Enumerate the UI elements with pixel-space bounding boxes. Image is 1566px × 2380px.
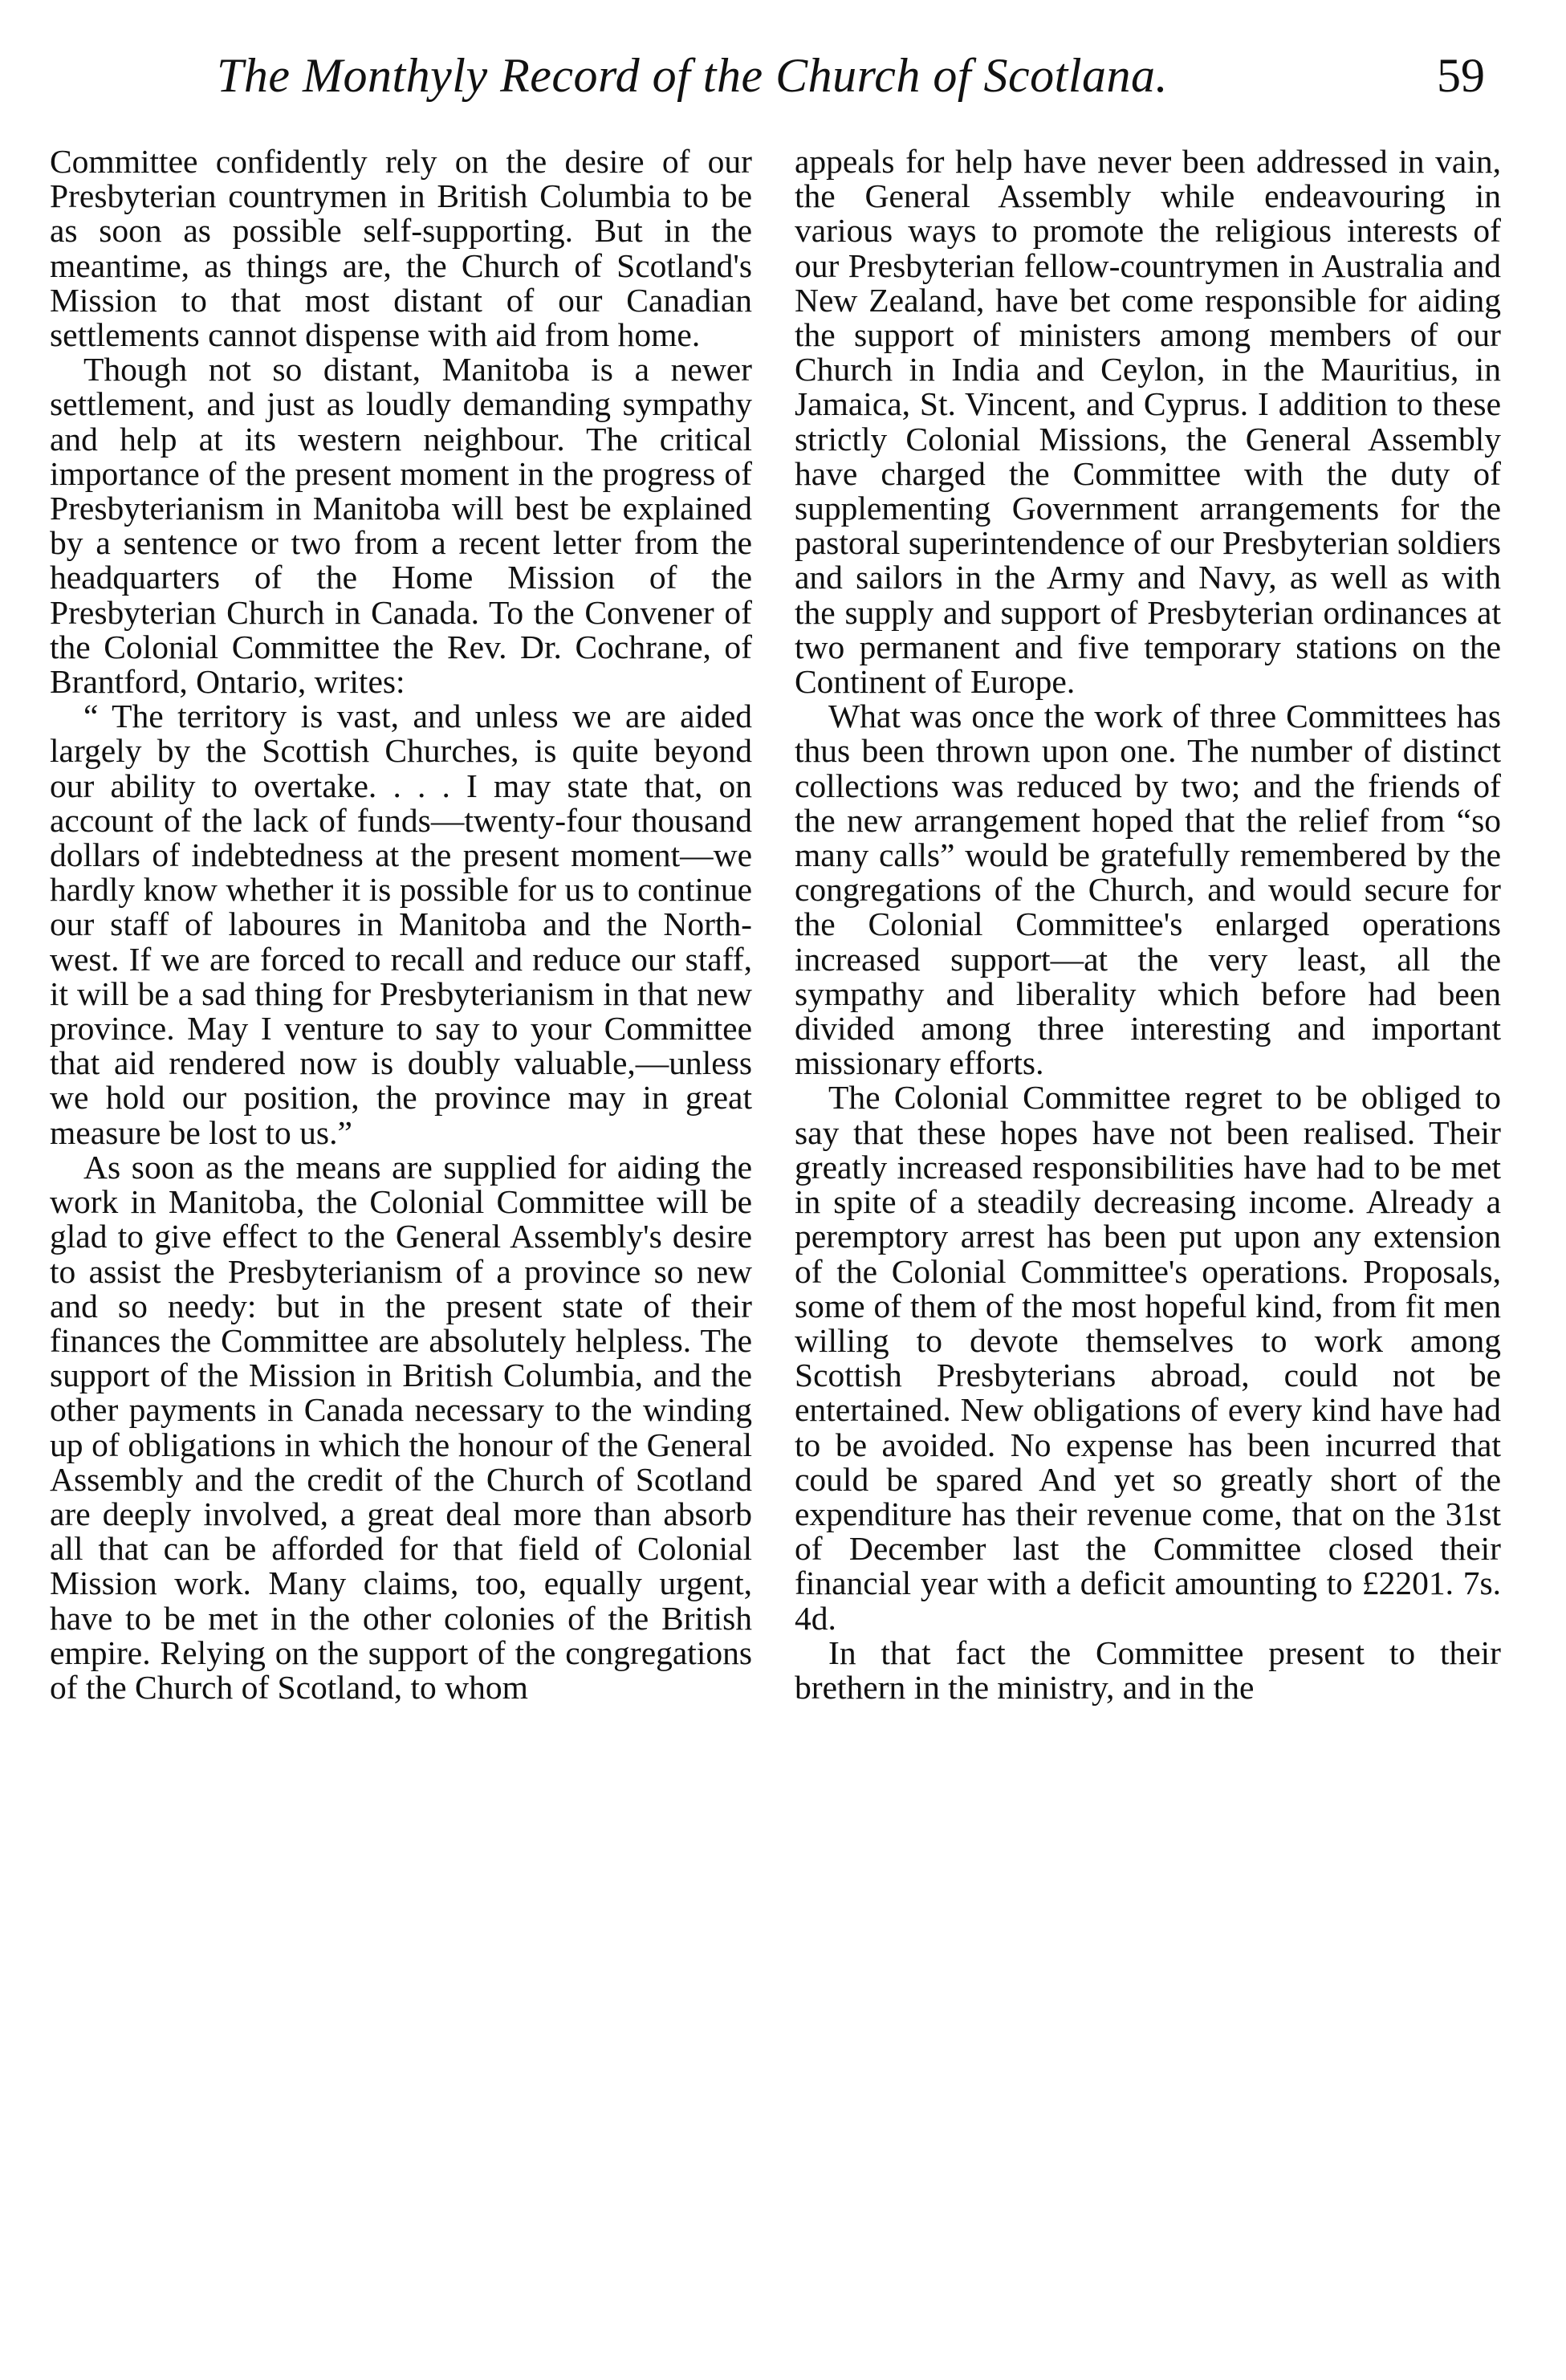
paragraph: In that fact the Committee present to their brethern in the ministry, and in the — [795, 1633, 1501, 1706]
right-column — [795, 144, 1501, 2360]
paragraph: The Colonial Committee regret to be obliged to say that these hopes have not been realised. Their greatly increased responsibilities have had to be met in spite of a steadily decreasing income. Already a peremptory arrest has been put upon any extension of the Colonial Committee's operations. Proposals, some of them of the most hopeful kind, from fit men willing to devote themselves to work among Scottish Presbyterians abroad, could not be entertained. New obligations of every kind have had to be avoided. No expense has been incurred that could be spared And yet so greatly short of the expenditure has their revenue come, that on the 31st of December last the Committee closed their financial year with a deficit amounting to £2201. 7s. 4d. — [795, 1079, 1501, 1637]
running-title: The Monthyly Record of the Church of Scotlana. — [217, 49, 1169, 102]
left-column — [50, 144, 752, 2360]
running-header — [217, 48, 1485, 120]
page-number: 59 — [1437, 49, 1485, 102]
paragraph: Committee confidently rely on the desire of our Presbyterian countrymen in British Columbia to be as soon as possible self-supporting. But in the meantime, as things are, the Church of Scotland's Mission to that most distant of our Canadian settlements cannot dispense with aid from home. — [50, 143, 752, 354]
quoted-letter: “ The territory is vast, and unless we are aided largely by the Scottish Churches, is quite beyond our ability to overtake. . . . I may state that, on account of the lack of funds—twenty-four thousand dollars of indebtedness at the present moment—we hardly know whether it is possible for us to continue our staff of laboures in Manitoba and the North-west. If we are forced to recall and reduce our staff, it will be a sad thing for Presbyterianism in that new province. May I venture to say to your Committee that aid rendered now is doubly valuable,—unless we hold our position, the province may in great measure be lost to us.” — [50, 698, 752, 1151]
paragraph: What was once the work of three Committees has thus been thrown upon one. The number of distinct collections was reduced by two; and the friends of the new arrangement hoped that the relief from “so many calls” would be gratefully remembered by the congregations of the Church, and would secure for the Colonial Committee's enlarged operations increased support—at the very least, all the sympathy and liberality which before had been divided among three interesting and important missionary efforts. — [795, 698, 1501, 1082]
paragraph: appeals for help have never been addressed in vain, the General Assembly while endeavouring in various ways to promote the religious interests of our Presbyterian fellow-countrymen in Australia and New Zealand, have bet come responsible for aiding the support of ministers among members of our Church in India and Ceylon, in the Mauritius, in Jamaica, St. Vincent, and Cyprus. I addition to these strictly Colonial Missions, the General Assembly have charged the Committee with the duty of supplementing Government arrangements for the pastoral superintendence of our Presbyterian soldiers and sailors in the Army and Navy, as well as with the supply and support of Presbyterian ordinances at two permanent and five temporary stations on the Continent of Europe. — [795, 143, 1501, 701]
paragraph: As soon as the means are supplied for aiding the work in Manitoba, the Colonial Committee will be glad to give effect to the General Assembly's desire to assist the Presbyterianism of a province so new and so needy: but in the present state of their finances the Committee are absolutely helpless. The support of the Mission in British Columbia, and the other payments in Canada necessary to the winding up of obligations in which the honour of the General Assembly and the credit of the Church of Scotland are deeply involved, a great deal more than absorb all that can be afforded for that field of Colonial Mission work. Many claims, too, equally urgent, have to be met in the other colonies of the British empire. Relying on the support of the congregations of the Church of Scotland, to whom — [50, 1148, 752, 1706]
paragraph: Though not so distant, Manitoba is a newer settlement, and just as loudly demanding sympathy and help at its western neighbour. The critical importance of the present moment in the progress of Presbyterianism in Manitoba will best be explained by a sentence or two from a recent letter from the headquarters of the Home Mission of the Presbyterian Church in Canada. To the Convener of the Colonial Committee the Rev. Dr. Cochrane, of Brantford, Ontario, writes: — [50, 351, 752, 701]
